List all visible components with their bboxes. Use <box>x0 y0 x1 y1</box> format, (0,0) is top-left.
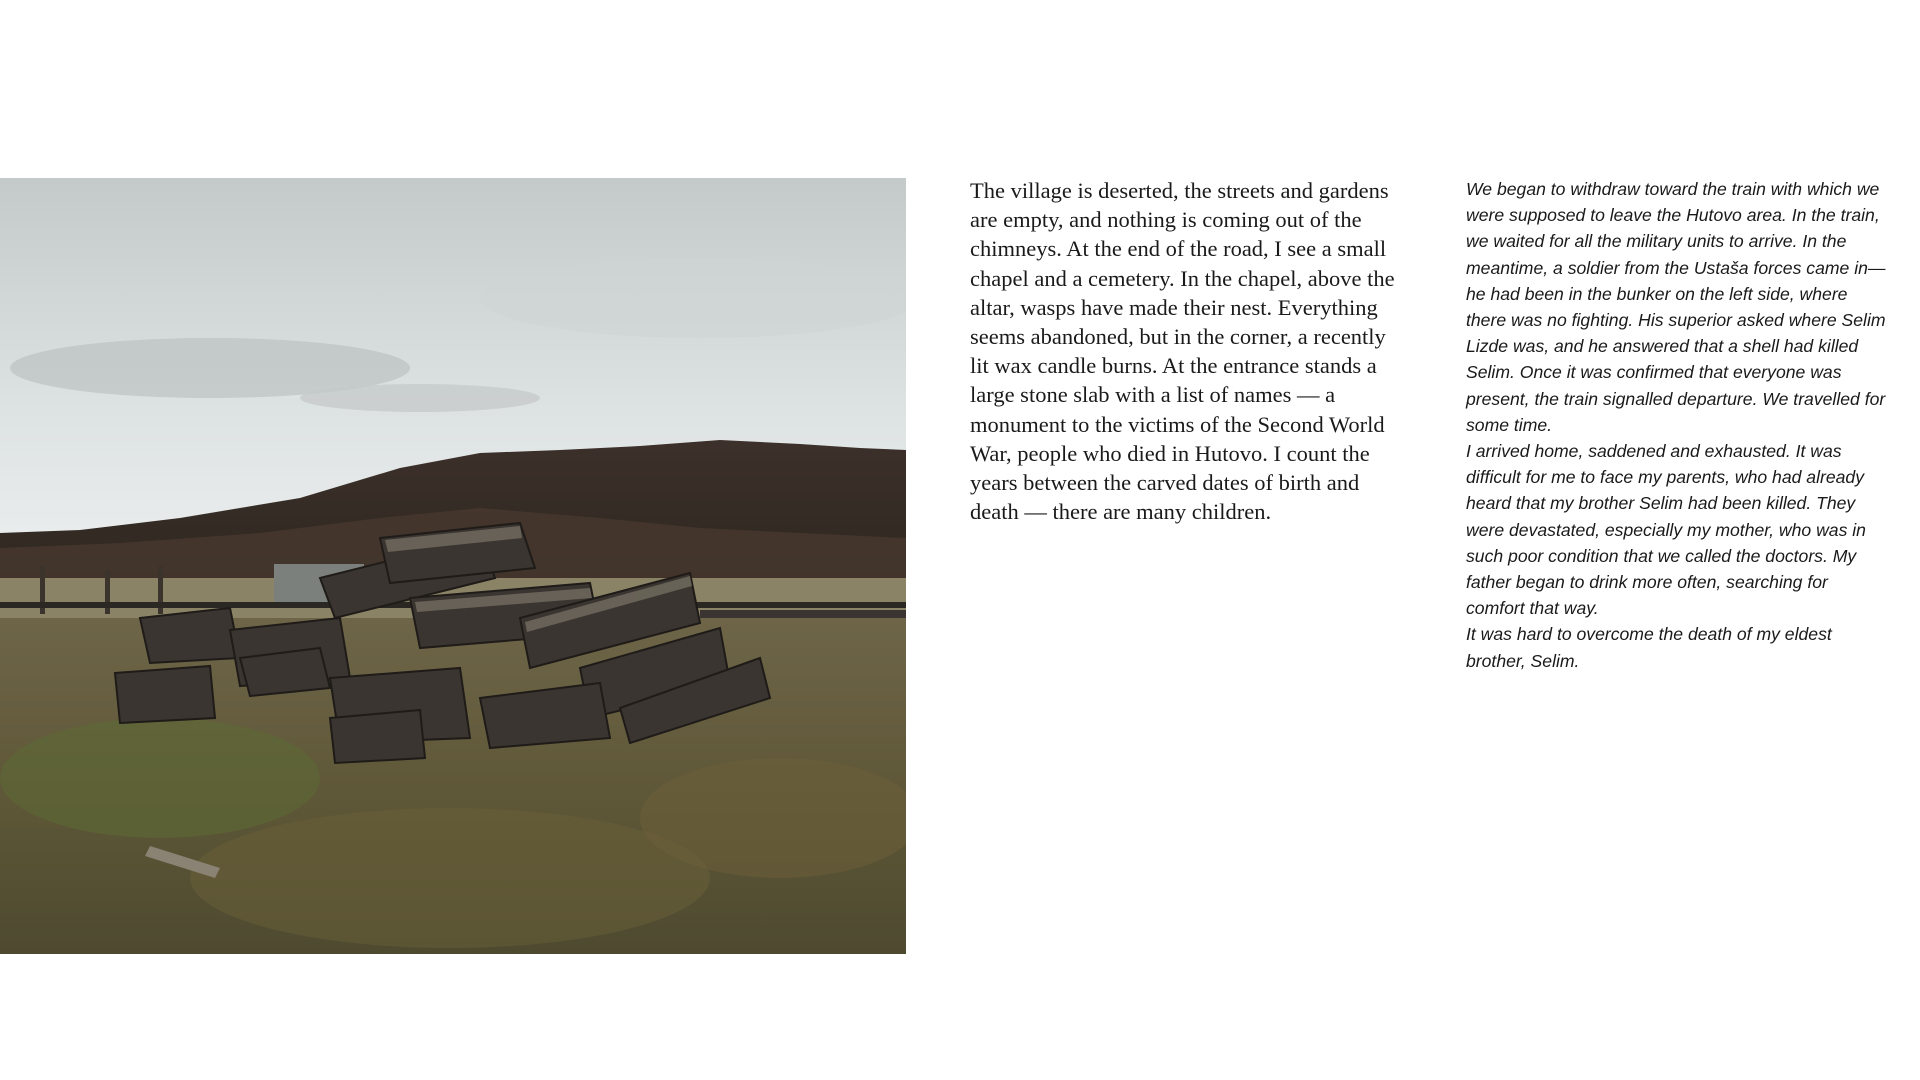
testimony-paragraph: It was hard to overcome the death of my eldest brother, Selim. <box>1466 624 1832 671</box>
railway-sleepers-photo <box>0 178 906 954</box>
landscape-photo <box>0 178 906 954</box>
testimony-paragraph: We began to withdraw toward the train with which we were supposed to leave the Hutovo area. In the train, we waited for all the military units to arrive. In the meantime, a soldier from the Ustaša forces came in—he had been in the bunker on the left side, where there was no fighting. His superior asked where Selim Lizde was, and he answered that a shell had killed Selim. Once it was confirmed that everyone was present, the train signalled departure. We travelled for some time. <box>1466 179 1886 435</box>
testimony-text <box>1466 176 1886 674</box>
narrative-text: The village is deserted, the streets and gardens are empty, and nothing is coming out of the chimneys. At the end of the road, I see a small chapel and a cemetery. In the chapel, above the altar, wasps have made their nest. Everything seems abandoned, but in the corner, a recently lit wax candle burns. At the entrance stands a large stone slab with a list of names — a monument to the victims of the Second World War, people who died in Hutovo. I count the years between the carved dates of birth and death — there are many children. <box>970 178 1395 525</box>
testimony-paragraph: I arrived home, saddened and exhausted. It was difficult for me to face my parents, who had already heard that my brother Selim had been killed. They were devastated, especially my mother, who was in such poor condition that we called the doctors. My father began to drink more often, searching for comfort that way. <box>1466 441 1866 619</box>
